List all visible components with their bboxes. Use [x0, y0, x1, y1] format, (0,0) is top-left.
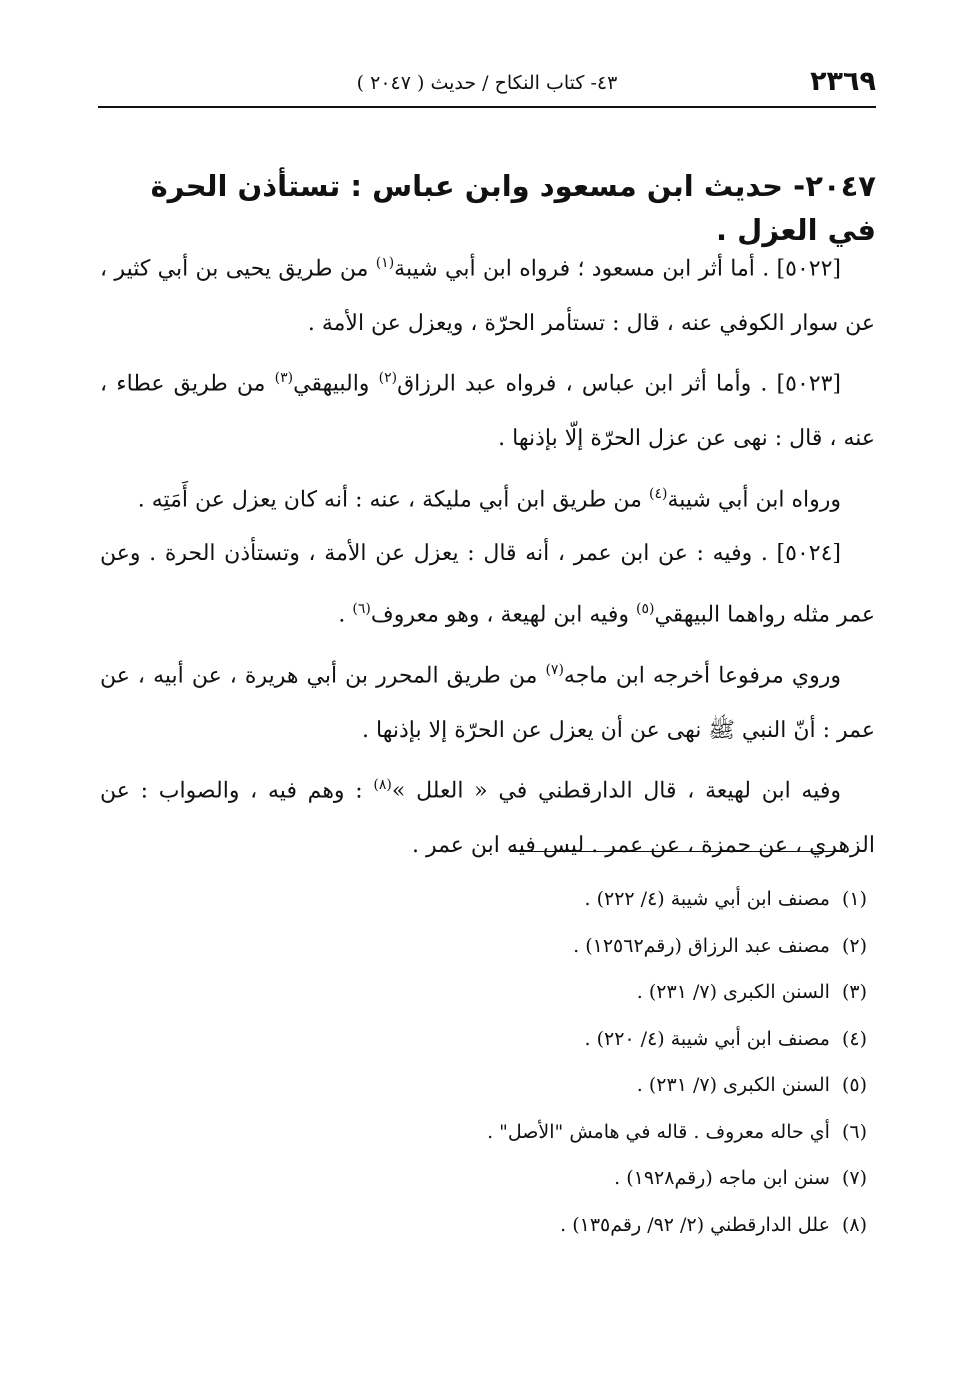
- paragraph: وروي مرفوعا أخرجه ابن ماجه$^{(٧)}$ من طريق المحرر بن أبي هريرة ، عن أبيه ، عن عمر : أنّ النبي ﷺ نهى عن أن يعزل عن الحرّة إلا بإذنها .: [100, 661, 875, 743]
- footnote-ref[interactable]: (٨): [373, 777, 392, 794]
- footnote-ref[interactable]: (١): [375, 255, 395, 271]
- footnote-number: (٥): [841, 1074, 867, 1096]
- footnote-number: (٤): [841, 1027, 867, 1050]
- footnote-number: (٨): [841, 1213, 867, 1236]
- footnote-item: [367, 876, 867, 923]
- footnote-text: مصنف ابن أبي شيبة (٤/ ٢٢٠) .: [584, 1027, 830, 1050]
- footnote-item: [367, 969, 867, 1016]
- footnote-ref[interactable]: (٦): [352, 600, 371, 617]
- footnote-text: السنن الكبرى (٧/ ٢٣١) .: [636, 1074, 830, 1096]
- footnote-separator: [510, 851, 843, 852]
- footnote-text: السنن الكبرى (٧/ ٢٣١) .: [636, 981, 830, 1003]
- page-number: ٢٣٦٩: [810, 66, 876, 97]
- hadith-heading: ٢٠٤٧- حديث ابن مسعود وابن عباس : تستأذن الحرة في العزل .: [150, 169, 876, 247]
- paragraph: وفيه ابن لهيعة ، قال الدارقطني في « العلل »$^{(٨)}$ : وهم فيه ، والصواب : عن الزهري ، عن حمزة ، عن عمر . ليس فيه ابن عمر .: [100, 777, 875, 858]
- paragraph: ورواه ابن أبي شيبة$^{(٤)}$ من طريق ابن أبي مليكة ، عنه : أنه كان يعزل عن أَمَتِه .: [137, 485, 841, 512]
- footnote-item: [367, 1109, 867, 1156]
- footnote-ref[interactable]: (٥): [635, 600, 655, 617]
- footnote-number: (١): [841, 888, 867, 910]
- footnote-item: [367, 1016, 867, 1063]
- body-text: [100, 236, 875, 873]
- footnote-text: مصنف عبد الرزاق (رقم١٢٥٦٢) .: [573, 934, 830, 957]
- footnote-text: سنن ابن ماجه (رقم١٩٢٨) .: [614, 1167, 830, 1189]
- footnote-text: علل الدارقطني (٢/ ٩٢/ رقم١٣٥) .: [560, 1213, 830, 1236]
- footnote-number: (٧): [841, 1167, 867, 1189]
- footnote-item: [367, 1202, 867, 1249]
- running-header: [98, 58, 876, 108]
- footnote-ref[interactable]: (٤): [648, 485, 668, 502]
- paragraph: [٥٠٢٣] . وأما أثر ابن عباس ، فرواه عبد الرزاق$^{(٢)}$ والبيهقي$^{(٣)}$ من طريق عطاء ، عنه ، قال : نهى عن عزل الحرّة إلّا بإذنها .: [100, 370, 875, 452]
- footnote-number: (٢): [841, 934, 867, 957]
- paragraph: [٥٠٢٤] . وفيه : عن ابن عمر ، أنه قال : يعزل عن الأمة ، وتستأذن الحرة . وعن عمر مثله رواهما البيهقي$^{(٥)}$ وفيه ابن لهيعة ، وهو معروف$^{(٦)}$ .: [100, 541, 875, 628]
- footnote-ref[interactable]: (٢): [378, 370, 398, 387]
- footnote-number: (٣): [841, 981, 867, 1003]
- footnote-ref[interactable]: (٧): [545, 661, 564, 678]
- footnote-item: [367, 1155, 867, 1202]
- paragraph: [٥٠٢٢] . أما أثر ابن مسعود ؛ فرواه ابن أبي شيبة$^{(١)}$ من طريق يحيى بن أبي كثير ، عن سوار الكوفي عنه ، قال : تستأمر الحرّة ، ويعزل عن الأمة .: [100, 255, 875, 336]
- footnote-item: [367, 1062, 867, 1109]
- footnote-number: (٦): [841, 1120, 867, 1143]
- footnote-item: [367, 923, 867, 970]
- footnotes: [367, 876, 867, 1248]
- footnote-ref[interactable]: (٣): [274, 370, 294, 387]
- running-title: ٤٣- كتاب النكاح / حديث ( ٢٠٤٧ ): [356, 72, 618, 94]
- footnote-text: أي حاله معروف . قاله في هامش "الأصل" .: [487, 1120, 830, 1143]
- footnote-text: مصنف ابن أبي شيبة (٤/ ٢٢٢) .: [584, 888, 830, 910]
